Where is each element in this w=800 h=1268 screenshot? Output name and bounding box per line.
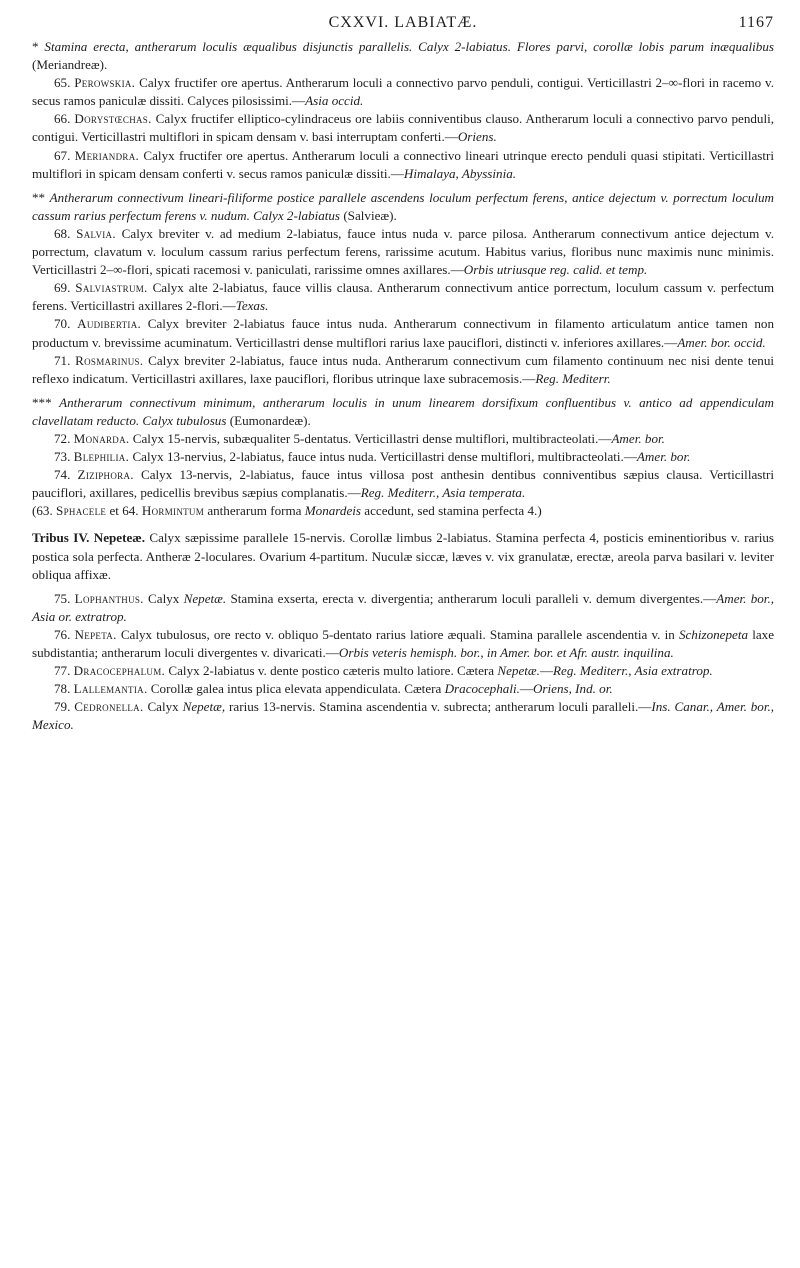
genus-name: Salviastrum.	[75, 280, 148, 296]
note-text: et 64.	[109, 503, 139, 519]
genus-region: Ins. Canar., Amer. bor., Mexico.	[32, 699, 775, 733]
genus-reference: Nepetæ,	[182, 699, 226, 715]
genus-description: laxe subdistantia; antherarum loculi divergentes v. divaricati.—	[32, 626, 775, 660]
tribe-heading-nepeteae	[32, 529, 774, 583]
section-description: Antherarum connectivum minimum, antherarum loculis in unum linearem dorsifixum confluentibus v. antico ad appendiculam clavellatam reducto. Calyx tubulosus	[32, 394, 774, 428]
genus-description: Calyx breviter v. ad medium 2-labiatus, fauce intus nuda v. parce pilosa. Antherarum connectivum antice dejectum v. porrectum, clavatum v. loculum cassum rarius perfectum ferens, rarissime acutum. Habitus varius, floribus nunc maximis nunc minimis. Verticillastri 2–∞-flori, spicati racemosi v. paniculati, rarissime omnes axillares.—	[32, 225, 774, 278]
genus-region: Himalaya, Abyssinia.	[403, 165, 517, 181]
genus-entry-70	[32, 315, 774, 351]
section-description: Antherarum connectivum lineari-filiforme postice parallele ascendens loculum perfectum ferens, antice dejectum v. porrectum loculum cassum rarius perfectum ferens v. nudum. Calyx 2-labiatus	[32, 189, 774, 223]
genus-name: Nepeta.	[74, 626, 117, 642]
genus-name: Audibertia.	[77, 316, 142, 332]
genus-number: 69.	[54, 280, 71, 296]
genus-entry-71	[32, 352, 774, 388]
genus-reference: Nepetæ.	[183, 590, 227, 606]
genus-region: Texas.	[235, 298, 269, 314]
genus-description: Calyx fructifer ore apertus. Antherarum loculi a connectivo parvo penduli, contigui. Verticillastri 2–∞-flori in racemo v. secus ramos paniculæ dissiti. Calyces pilosissimi.—	[32, 75, 774, 109]
genus-region: Orbis veteris hemisph. bor., in Amer. bor. et Afr. austr. inquilina.	[338, 645, 674, 660]
genus-region: Amer. bor. occid.	[677, 334, 766, 350]
genus-region: Reg. Mediterr., Asia temperata.	[360, 485, 526, 501]
genus-number: 65.	[54, 75, 71, 91]
genus-region: Oriens.	[457, 129, 497, 145]
genus-number: 75.	[54, 590, 71, 606]
genus-description: Calyx	[147, 699, 179, 715]
genus-entry-75	[32, 590, 774, 626]
note-sphacele-hormintum	[32, 502, 774, 520]
genus-entry-79	[32, 698, 774, 734]
genus-entry-78: 78. Lallemantia. Corollæ galea intus plica elevata appendiculata. Cætera Dracocephali.—Oriens, Ind. or.	[54, 681, 613, 697]
genus-description: rarius 13-nervis. Stamina ascendentia v. subrecta; antherarum loculi paralleli.—	[229, 699, 652, 715]
genus-region: Orbis utriusque reg. calid. et temp.	[463, 262, 648, 278]
genus-region: Amer. bor.	[636, 449, 691, 465]
genus-region: Reg. Mediterr.	[535, 370, 611, 386]
genus-description: Corollæ galea intus plica elevata appendiculata. Cætera	[150, 681, 442, 697]
genus-entry-73	[32, 448, 774, 466]
genus-entry-67	[32, 147, 774, 183]
genus-region: Oriens, Ind. or.	[532, 681, 613, 697]
genus-reference: Nepetæ.	[497, 663, 540, 679]
note-open: (63.	[32, 503, 53, 519]
genus-name: Hormintum	[141, 503, 205, 519]
genus-name: Rosmarinus.	[75, 352, 144, 368]
genus-name: Lophanthus.	[74, 590, 144, 606]
tribe-description: Calyx sæpissime parallele 15-nervis. Corollæ limbus 2-labiatus. Stamina perfecta 4, posticis eminentioribus v. rarius postica sola perfecta. Antheræ 2-loculares. Ovarium 4-partitum. Nuculæ siccæ, læves v. vix granulatæ, erectæ, areola parva basilari v. leviter obliqua affixæ.	[32, 530, 774, 582]
running-header	[32, 8, 774, 38]
genus-description: Calyx fructifer elliptico-cylindraceus ore labiis conniventibus clauso. Antherarum loculi a connectivo parvo penduli, contigui. Verticillastri multiflori in spicam densam v. basi interruptam conferti.—	[32, 111, 775, 145]
section-description: Stamina erecta, antherarum loculis æqualibus disjunctis parallelis. Calyx 2-labiatus. Flores parvi, corollæ lobis parum inæqualibus	[44, 39, 774, 54]
genus-number: 74.	[54, 467, 71, 483]
section-mark: **	[32, 189, 46, 205]
section-heading-salvieae	[32, 189, 774, 225]
genus-entry-65	[32, 74, 774, 110]
genus-name: Dracocephalum.	[73, 663, 166, 679]
genus-description: Calyx alte 2-labiatus, fauce villis clausa. Antherarum connectivum antice porrectum, loculum cassum v. perfectum ferens. Verticillastri axillares 2-flori.—	[32, 280, 775, 314]
section-group-name: (Meriandreæ).	[32, 57, 108, 73]
genus-entry-77: 77. Dracocephalum. Calyx 2-labiatus v. dente postico cæteris multo latiore. Cætera Nepetæ.—Reg. Mediterr., Asia extratrop.	[54, 663, 713, 679]
genus-region: Amer. bor., Asia or. extratrop.	[32, 590, 774, 624]
note-text: accedunt, sed stamina perfecta 4.)	[364, 503, 542, 519]
genus-name: Blephilia.	[73, 449, 130, 465]
genus-region: Reg. Mediterr., Asia extratrop.	[553, 663, 713, 679]
chapter-title: CXXVI. LABIATÆ.	[328, 14, 478, 31]
genus-description: Calyx 13-nervis, 2-labiatus, fauce intus villosa post anthesin dentibus conniventibus sæpius clausa. Verticillastri pauciflori, axillares, pedicellis brevibus sæpius complanatis.—	[32, 467, 774, 501]
genus-description: Calyx 15-nervis, subæqualiter 5-dentatus. Verticillastri dense multiflori, multibracteolati.—	[132, 430, 612, 446]
genus-description: Stamina exserta, erecta v. divergentia; antherarum loculi paralleli v. demum divergentes.—	[230, 590, 717, 606]
genus-description: Calyx breviter 2-labiatus fauce intus nuda. Antherarum connectivum in filamento articulatum antice tamen non productum v. brevissime acuminatum. Verticillastri dense multiflori rarius laxe pauciflori, distincti v. inferiores axillares.—	[32, 316, 774, 350]
genus-reference: Dracocephali.	[444, 681, 520, 697]
genus-number: 66.	[54, 111, 71, 127]
genus-number: 70.	[54, 316, 71, 332]
genus-name: Meriandra.	[74, 147, 140, 163]
genus-number: 68.	[54, 225, 71, 241]
section-group-name: (Salvieæ).	[343, 207, 397, 223]
genus-entry-69	[32, 279, 774, 315]
genus-description: Calyx 2-labiatus v. dente postico cæteris multo latiore. Cætera	[168, 663, 495, 679]
book-page	[32, 8, 774, 734]
genus-name: Monarda.	[73, 430, 130, 446]
genus-region: Asia occid.	[305, 93, 364, 109]
genus-reference: Schizonepeta	[678, 626, 749, 642]
genus-number: 78.	[54, 681, 71, 697]
genus-entry-66	[32, 110, 774, 146]
genus-region: Amer. bor.	[611, 430, 665, 446]
genus-name: Perowskia.	[74, 75, 136, 91]
genus-entry-72	[32, 430, 774, 448]
genus-name: Sphacele	[56, 503, 107, 519]
genus-name: Salvia.	[76, 225, 116, 241]
genus-description: Calyx breviter 2-labiatus, fauce intus nuda. Antherarum connectivum cum filamento continuum nec nisi dente tenui reflexo indicatum. Verticillastri axillares, laxe pauciflori, floribus utrinque laxe subracemosis.—	[32, 352, 775, 386]
genus-reference: Monardeis	[304, 503, 361, 519]
genus-name: Ziziphora.	[77, 467, 134, 483]
note-text: antherarum forma	[207, 503, 302, 519]
genus-number: 77.	[54, 663, 71, 679]
section-group-name: (Eumonardeæ).	[229, 412, 311, 428]
genus-number: 73.	[54, 449, 71, 465]
genus-number: 71.	[54, 352, 71, 368]
genus-description: Calyx fructifer ore apertus. Antherarum loculi a connectivo lineari utrinque erecto penduli quasi stipitati. Verticillastri multiflori in spicam densam conferti v. secus ramos paniculæ dissiti.—	[32, 147, 775, 181]
section-mark: *	[32, 39, 39, 54]
genus-number: 72.	[54, 430, 71, 446]
genus-description: Calyx tubulosus, ore recto v. obliquo 5-dentato rarius latiore æquali. Stamina parallele ascendentia v. in	[120, 626, 675, 642]
genus-description: Calyx	[148, 590, 180, 606]
genus-name: Lallemantia.	[73, 681, 148, 697]
genus-number: 79.	[54, 699, 71, 715]
genus-entry-74	[32, 466, 774, 502]
genus-number: 76.	[54, 626, 71, 642]
genus-name: Dorystœchas.	[74, 111, 152, 127]
genus-entry-76	[32, 626, 774, 662]
genus-description: Calyx 13-nervius, 2-labiatus, fauce intus nuda. Verticillastri dense multiflori, multibracteolati.—	[132, 449, 637, 465]
page-number: 1167	[738, 14, 774, 31]
section-heading-meriandreae	[32, 38, 774, 74]
genus-entry-68	[32, 225, 774, 279]
section-mark: ***	[32, 394, 52, 410]
genus-name: Cedronella.	[74, 699, 144, 715]
genus-number: 67.	[54, 147, 71, 163]
tribe-label: Tribus IV. Nepeteæ.	[32, 530, 145, 546]
section-heading-eumonardeae	[32, 394, 774, 430]
